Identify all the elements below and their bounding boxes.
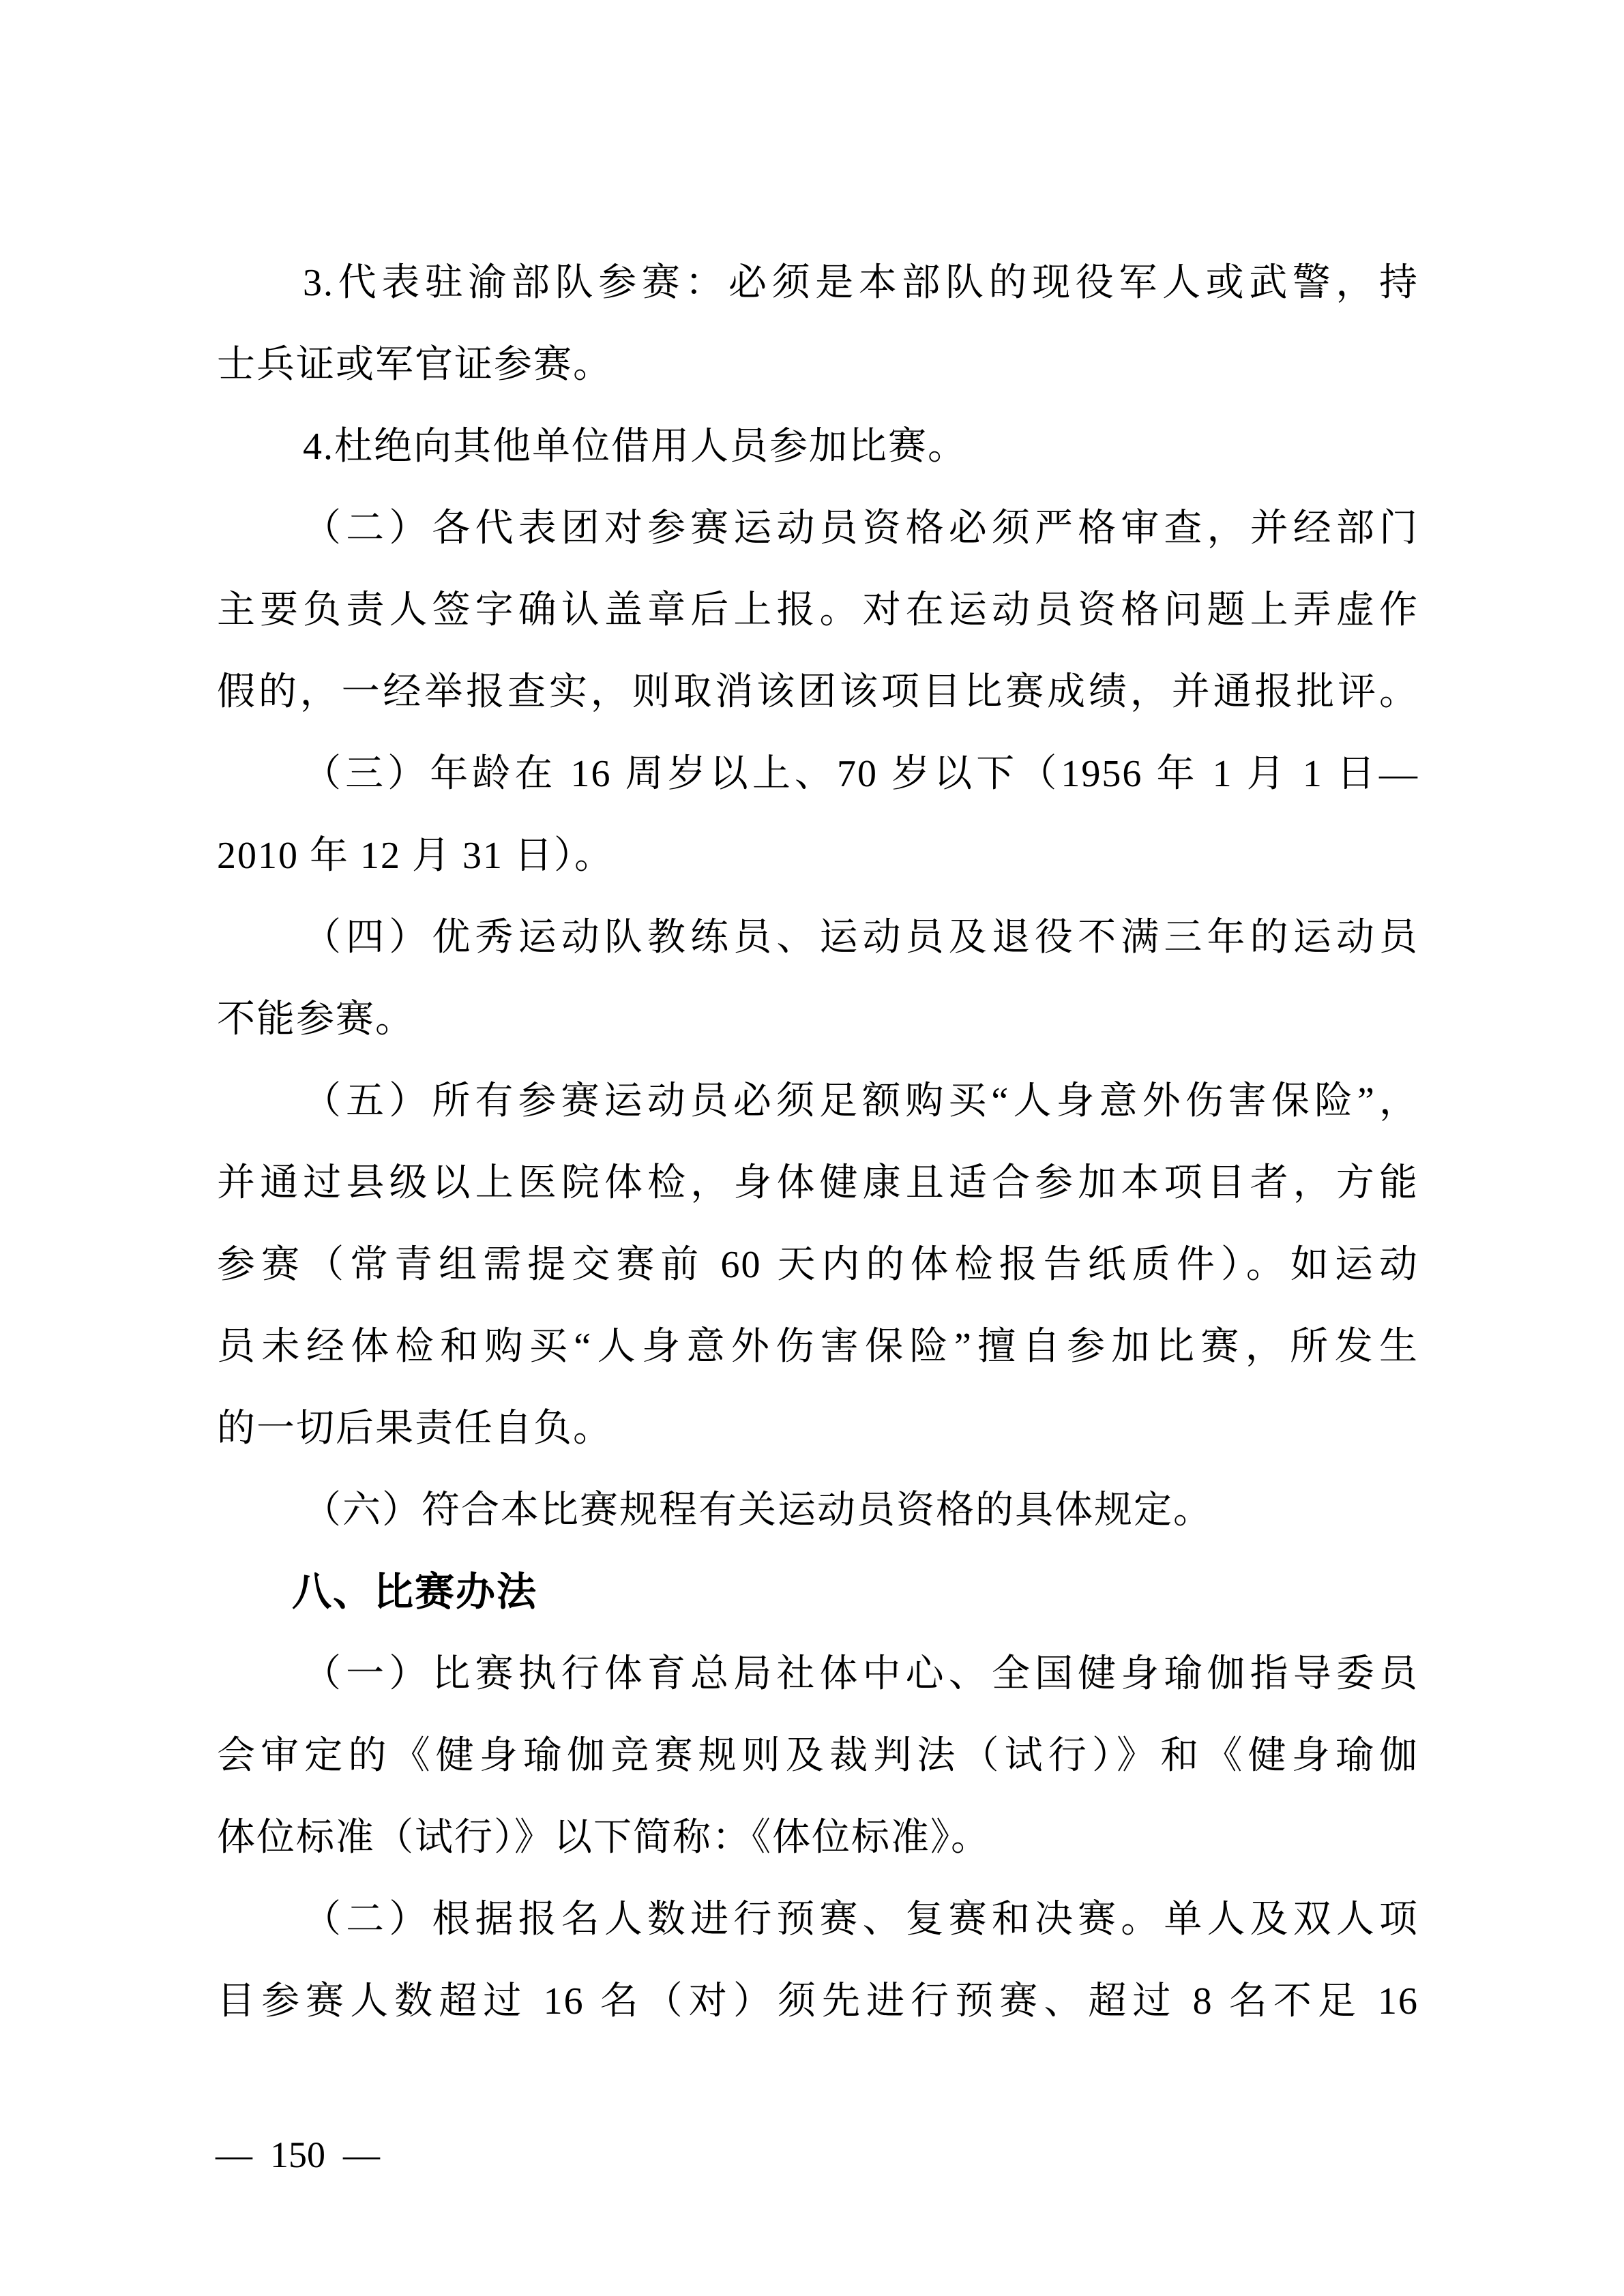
text-line: 的一切后果责任自负。 <box>217 1407 612 1450</box>
page-footer <box>216 2133 380 2177</box>
text-line: 不能参赛。 <box>217 998 415 1041</box>
text-line: 并通过县级以上医院体检，身体健康且适合参加本项目者，方能 <box>217 1162 1419 1204</box>
text-line: 会审定的《健身瑜伽竞赛规则及裁判法（试行）》和《健身瑜伽 <box>217 1735 1419 1777</box>
text-line: 4.杜绝向其他单位借用人员参加比赛。 <box>303 426 967 468</box>
footer-dash-right: — <box>343 2134 380 2175</box>
text-line: 体位标准（试行）》以下简称：《体位标准》。 <box>217 1817 990 1859</box>
text-line: （六）符合本比赛规程有关运动员资格的具体规定。 <box>303 1489 1213 1532</box>
document-body <box>217 242 1419 2042</box>
text-line: （五）所有参赛运动员必须足额购买“人身意外伤害保险”， <box>303 1080 1419 1122</box>
page-number: 150 <box>270 2134 325 2175</box>
text-line: （一）比赛执行体育总局社体中心、全国健身瑜伽指导委员 <box>303 1653 1419 1695</box>
text-line: 士兵证或军官证参赛。 <box>217 344 612 386</box>
section-heading: 八、比赛办法 <box>292 1570 538 1614</box>
text-line: 假的，一经举报查实，则取消该团该项目比赛成绩，并通报批评。 <box>217 671 1419 713</box>
text-line: 参赛（常青组需提交赛前 60 天内的体检报告纸质件）。如运动 <box>217 1244 1419 1286</box>
text-line: （三）年龄在 16 周岁以上、70 岁以下（1956 年 1 月 1 日— <box>303 753 1419 795</box>
text-line: 主要负责人签字确认盖章后上报。对在运动员资格问题上弄虚作 <box>217 589 1419 631</box>
text-line: （二）各代表团对参赛运动员资格必须严格审查，并经部门 <box>303 507 1419 550</box>
text-line: 员未经体检和购买“人身意外伤害保险”擅自参加比赛，所发生 <box>217 1326 1419 1368</box>
text-line: 3.代表驻渝部队参赛：必须是本部队的现役军人或武警，持 <box>303 262 1419 304</box>
text-line: （二）根据报名人数进行预赛、复赛和决赛。单人及双人项 <box>303 1898 1419 1941</box>
text-line: 目参赛人数超过 16 名（对）须先进行预赛、超过 8 名不足 16 <box>217 1980 1419 2023</box>
text-line: （四）优秀运动队教练员、运动员及退役不满三年的运动员 <box>303 916 1419 959</box>
text-line: 2010 年 12 月 31 日）。 <box>217 835 614 877</box>
footer-dash-left: — <box>216 2134 252 2175</box>
